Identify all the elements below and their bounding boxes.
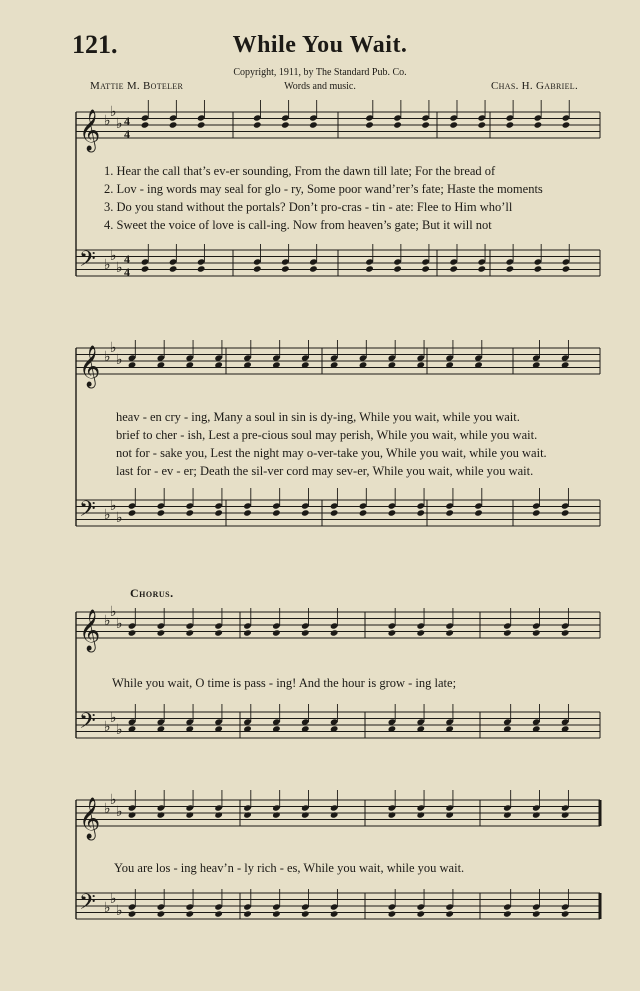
- note-head: [474, 509, 483, 516]
- chorus-line-1: While you wait, O time is pass - ing! And the hour is grow - ing late;: [112, 676, 457, 690]
- words-music-note: Words and music.: [284, 81, 356, 92]
- flat-icon: ♭: [104, 801, 111, 817]
- note-head: [561, 811, 570, 818]
- note-head: [157, 509, 166, 516]
- note-head: [421, 121, 430, 128]
- note-head: [506, 121, 515, 128]
- note-head: [197, 121, 206, 128]
- bass-clef-icon: 𝄢: [79, 247, 96, 277]
- time-signature: 4: [124, 127, 130, 141]
- note-head: [128, 910, 137, 917]
- note-head: [169, 265, 178, 272]
- note-head: [532, 629, 541, 636]
- note-head: [532, 910, 541, 917]
- note-head: [388, 910, 397, 917]
- bass-clef-icon: 𝄢: [79, 497, 96, 527]
- note-head: [416, 811, 425, 818]
- note-head: [128, 509, 137, 516]
- time-signature: 4: [124, 265, 130, 279]
- flat-icon: ♭: [104, 349, 111, 365]
- note-head: [393, 265, 402, 272]
- treble-clef-icon: 𝄞: [79, 110, 101, 151]
- note-head: [561, 509, 570, 516]
- note-head: [365, 265, 374, 272]
- note-head: [214, 811, 223, 818]
- note-head: [421, 265, 430, 272]
- note-head: [301, 509, 310, 516]
- note-head: [185, 811, 194, 818]
- flat-icon: ♭: [116, 510, 123, 526]
- note-head: [157, 910, 166, 917]
- verse-4-line-a: 4. Sweet the voice of love is call-ing. Now from heaven’s gate; But it will not: [104, 218, 492, 232]
- flat-icon: ♭: [110, 710, 117, 726]
- note-head: [243, 910, 252, 917]
- note-head: [301, 629, 310, 636]
- flat-icon: ♭: [110, 498, 117, 514]
- note-head: [562, 265, 571, 272]
- flat-icon: ♭: [104, 900, 111, 916]
- note-head: [128, 629, 137, 636]
- verse-2-line-b: brief to cher - ish, Lest a pre-cious soul may perish, While you wait, while you wait.: [116, 428, 538, 442]
- note-head: [330, 811, 339, 818]
- flat-icon: ♭: [116, 116, 123, 132]
- flat-icon: ♭: [104, 719, 111, 735]
- note-head: [157, 811, 166, 818]
- note-head: [388, 811, 397, 818]
- treble-clef-icon: 𝄞: [79, 610, 101, 651]
- note-head: [416, 629, 425, 636]
- flat-icon: ♭: [116, 616, 123, 632]
- flat-icon: ♭: [104, 507, 111, 523]
- time-signature: 4: [124, 114, 130, 128]
- note-head: [281, 121, 290, 128]
- flat-icon: ♭: [110, 891, 117, 907]
- flat-icon: ♭: [116, 352, 123, 368]
- flat-icon: ♭: [110, 248, 117, 264]
- note-head: [561, 910, 570, 917]
- note-head: [330, 910, 339, 917]
- flat-icon: ♭: [116, 804, 123, 820]
- hymn-title: While You Wait.: [232, 32, 408, 58]
- note-head: [128, 811, 137, 818]
- note-head: [532, 509, 541, 516]
- flat-icon: ♭: [110, 792, 117, 808]
- flat-icon: ♭: [104, 613, 111, 629]
- flat-icon: ♭: [116, 260, 123, 276]
- note-head: [253, 121, 262, 128]
- note-head: [445, 811, 454, 818]
- note-head: [477, 121, 486, 128]
- treble-clef-icon: 𝄞: [79, 346, 101, 387]
- note-head: [301, 811, 310, 818]
- note-head: [281, 265, 290, 272]
- note-head: [141, 121, 150, 128]
- note-head: [141, 265, 150, 272]
- note-head: [534, 265, 543, 272]
- note-head: [157, 629, 166, 636]
- note-head: [506, 265, 515, 272]
- note-head: [534, 121, 543, 128]
- note-head: [503, 629, 512, 636]
- note-head: [272, 910, 281, 917]
- note-head: [272, 811, 281, 818]
- verse-1-line-a: 1. Hear the call that’s ev-er sounding, From the dawn till late; For the bread of: [104, 164, 496, 178]
- bass-clef-icon: 𝄢: [79, 709, 96, 739]
- note-head: [503, 910, 512, 917]
- hymn-number: 121.: [72, 30, 118, 59]
- note-head: [359, 509, 368, 516]
- note-head: [253, 265, 262, 272]
- verse-3-line-b: not for - sake you, Lest the night may o-ver-take you, While you wait, while you wait.: [116, 446, 547, 460]
- note-head: [309, 265, 318, 272]
- chorus-label: Chorus.: [130, 586, 174, 600]
- verse-1-line-b: heav - en cry - ing, Many a soul in sin is dy-ing, While you wait, while you wait.: [116, 410, 520, 424]
- flat-icon: ♭: [104, 113, 111, 129]
- note-head: [214, 629, 223, 636]
- note-head: [445, 629, 454, 636]
- flat-icon: ♭: [110, 340, 117, 356]
- note-head: [301, 910, 310, 917]
- note-head: [532, 811, 541, 818]
- note-head: [185, 509, 194, 516]
- note-head: [169, 121, 178, 128]
- note-head: [449, 265, 458, 272]
- note-head: [365, 121, 374, 128]
- note-head: [393, 121, 402, 128]
- note-head: [416, 509, 425, 516]
- flat-icon: ♭: [104, 257, 111, 273]
- note-head: [185, 910, 194, 917]
- note-head: [477, 265, 486, 272]
- bass-clef-icon: 𝄢: [79, 890, 96, 920]
- flat-icon: ♭: [116, 722, 123, 738]
- flat-icon: ♭: [110, 104, 117, 120]
- note-head: [243, 509, 252, 516]
- flat-icon: ♭: [110, 604, 117, 620]
- note-head: [243, 629, 252, 636]
- note-head: [185, 629, 194, 636]
- note-head: [445, 509, 454, 516]
- chorus-line-2: You are los - ing heav’n - ly rich - es, While you wait, while you wait.: [114, 861, 465, 875]
- note-head: [388, 629, 397, 636]
- treble-clef-icon: 𝄞: [79, 798, 101, 839]
- verse-4-line-b: last for - ev - er; Death the sil-ver cord may sev-er, While you wait, while you wait.: [116, 464, 534, 478]
- note-head: [197, 265, 206, 272]
- note-head: [561, 629, 570, 636]
- note-head: [309, 121, 318, 128]
- flat-icon: ♭: [116, 903, 123, 919]
- note-head: [214, 910, 223, 917]
- note-head: [503, 811, 512, 818]
- note-head: [272, 509, 281, 516]
- note-head: [449, 121, 458, 128]
- note-head: [272, 629, 281, 636]
- note-head: [562, 121, 571, 128]
- note-head: [214, 509, 223, 516]
- verse-3-line-a: 3. Do you stand without the portals? Don’t pro-cras - tin - ate: Flee to Him who’ll: [104, 200, 513, 214]
- note-head: [416, 910, 425, 917]
- verse-2-line-a: 2. Lov - ing words may seal for glo - ry, Some poor wand’rer’s fate; Haste the moments: [104, 182, 543, 196]
- note-head: [445, 910, 454, 917]
- time-signature: 4: [124, 252, 130, 266]
- note-head: [330, 629, 339, 636]
- copyright-line: Copyright, 1911, by The Standard Pub. Co.: [233, 67, 407, 78]
- author-credit: Mattie M. Boteler: [90, 80, 184, 92]
- note-head: [243, 811, 252, 818]
- composer-credit: Chas. H. Gabriel.: [491, 80, 578, 92]
- note-head: [330, 509, 339, 516]
- note-head: [388, 509, 397, 516]
